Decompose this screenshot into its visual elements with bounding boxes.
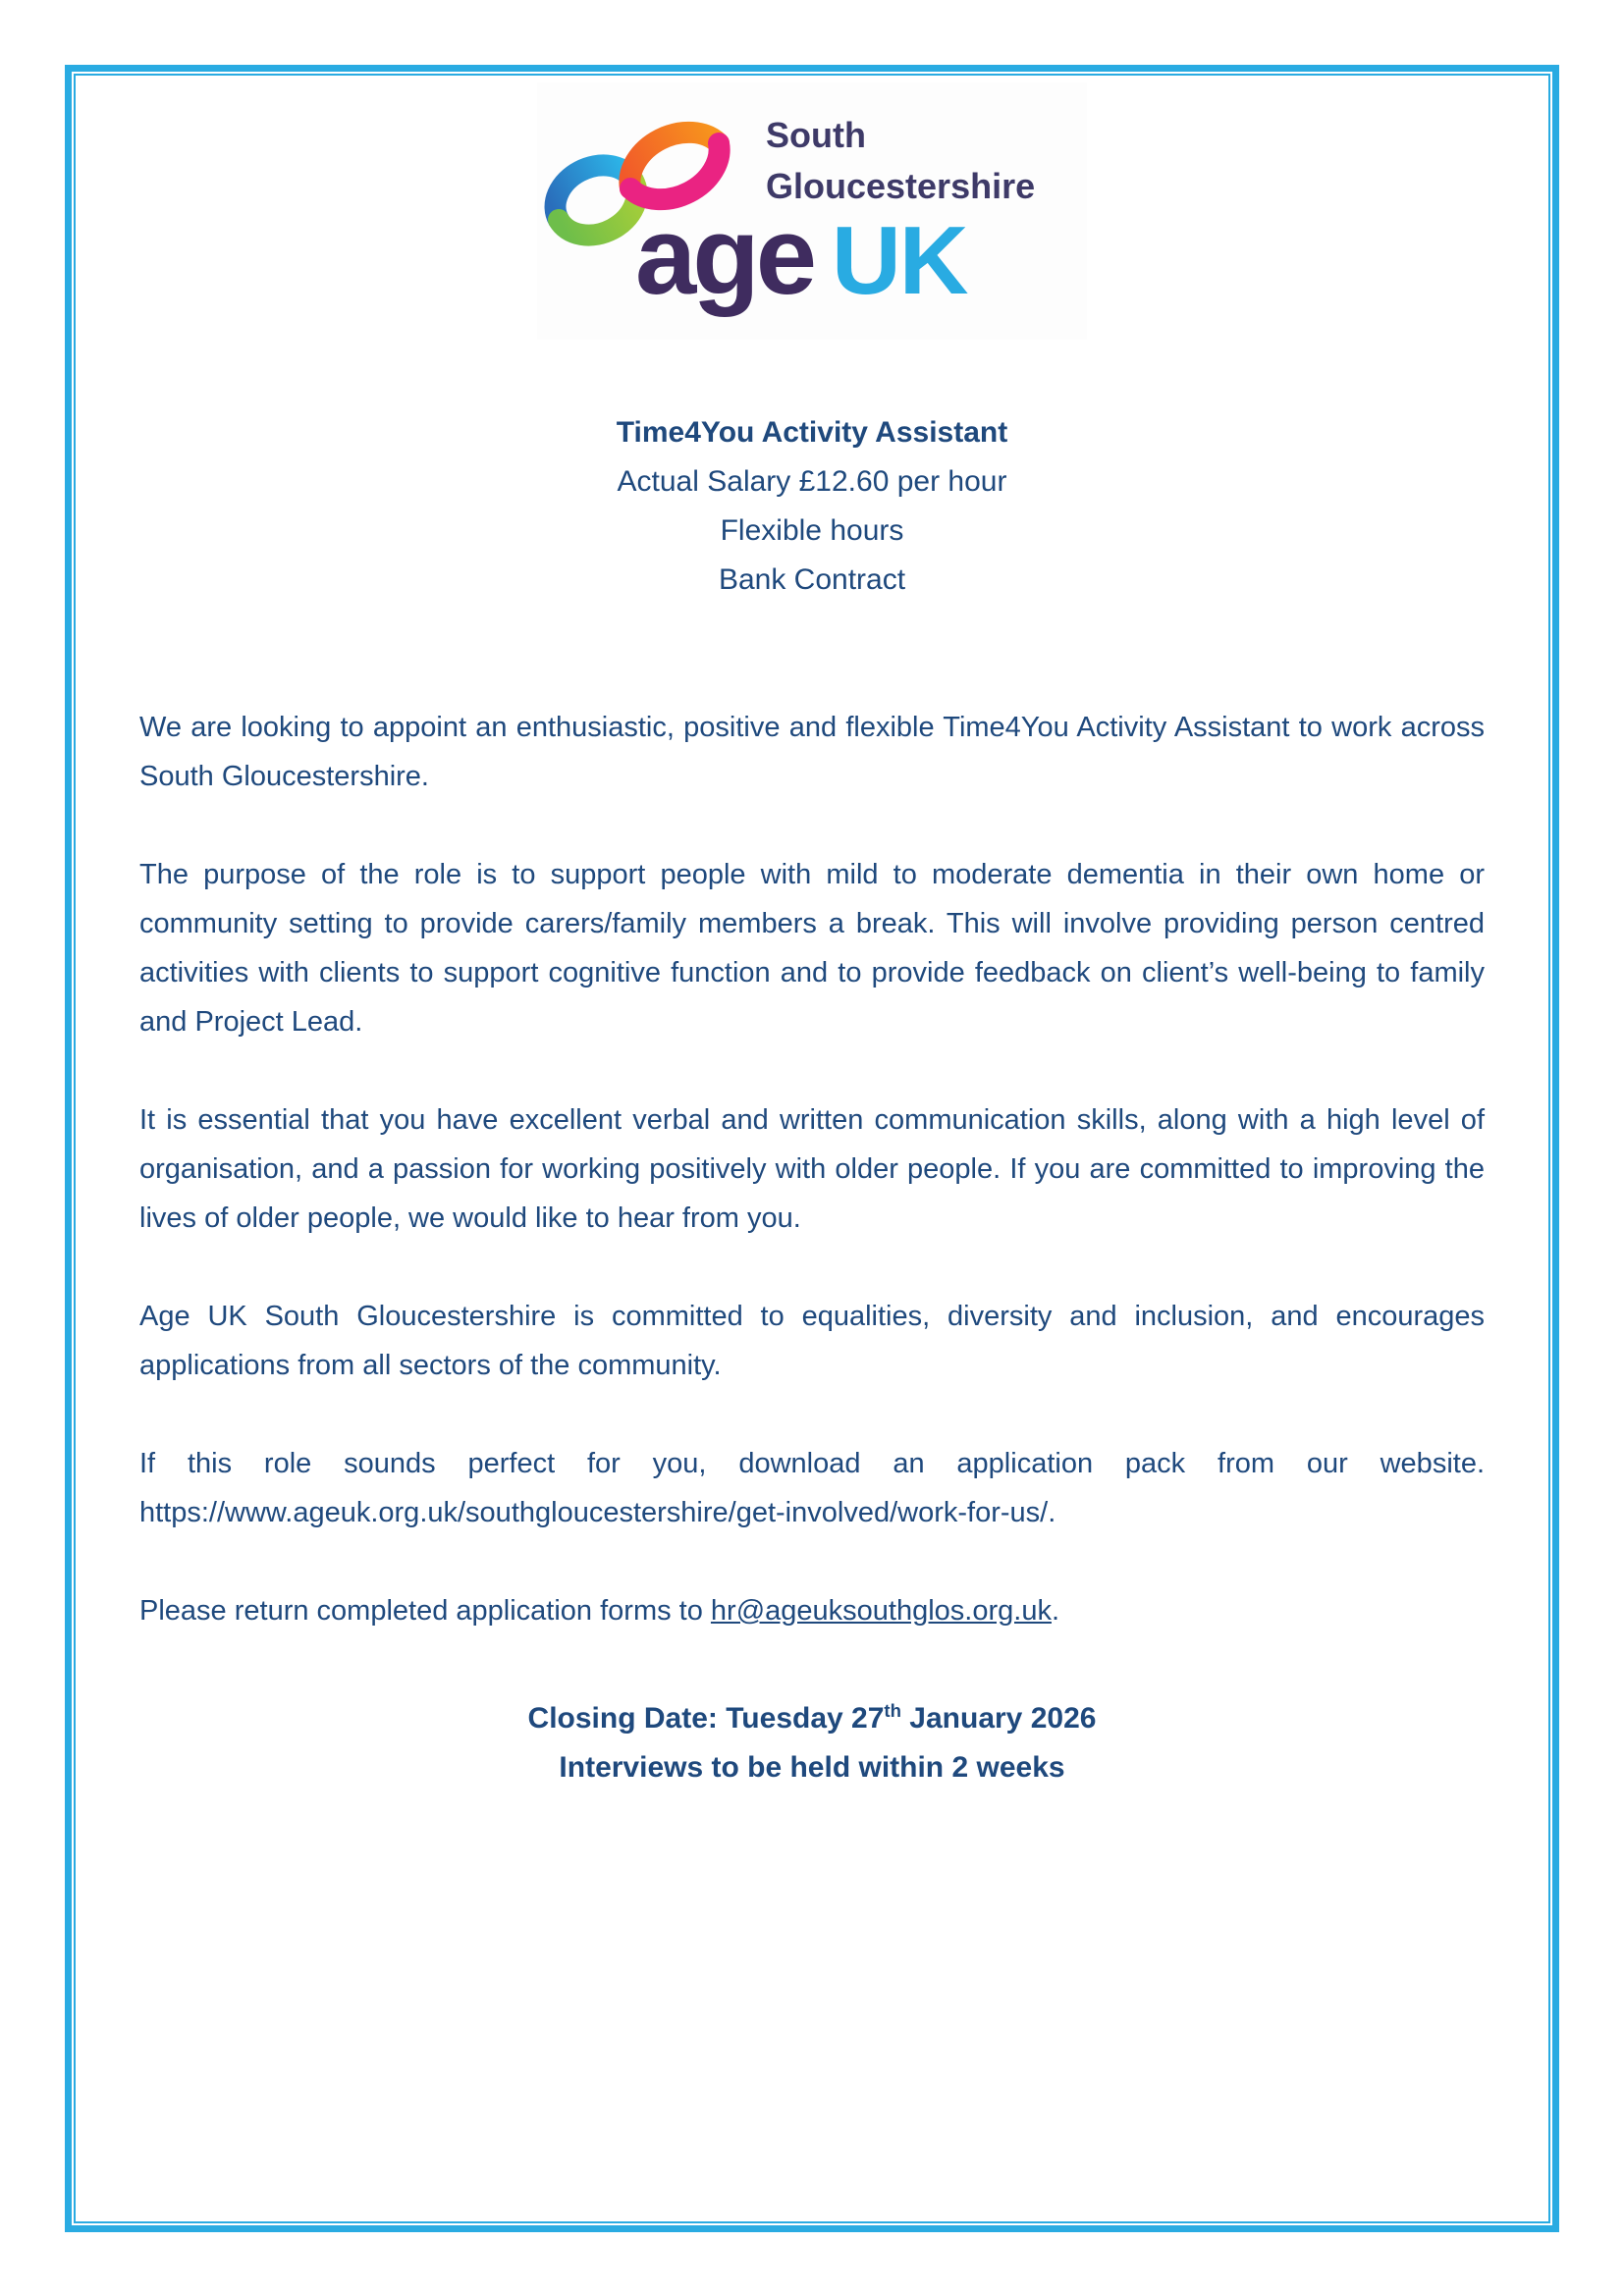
closing-date-prefix: Closing Date: Tuesday 27	[527, 1702, 885, 1735]
closing-block	[139, 1694, 1485, 1792]
document-content	[139, 82, 1485, 1792]
apply-paragraph: If this role sounds perfect for you, download an application pack from our website. https://www.ageuk.org.uk/southgloucestershire/get-involved/work-for-us/.	[139, 1448, 1485, 1528]
return-line-period: .	[1051, 1595, 1060, 1627]
hours-line: Flexible hours	[720, 514, 904, 547]
purpose-paragraph: The purpose of the role is to support people with mild to moderate dementia in their own home or community setting to provide carers/family members a break. This will involve providing person centred activities with clients to support cognitive function and to provide feedback on client’s well-being to family and Project Lead.	[139, 859, 1485, 1038]
logo-region-line2: Gloucestershire	[766, 166, 1036, 206]
skills-paragraph: It is essential that you have excellent verbal and written communication skills, along with a high level of organisation, and a passion for working positively with older people. If you are committed to improving the lives of older people, we would like to hear from you.	[139, 1104, 1485, 1234]
email-link[interactable]: hr@ageuksouthglos.org.uk	[710, 1595, 1052, 1627]
interviews-line: Interviews to be held within 2 weeks	[559, 1751, 1065, 1784]
closing-date-line	[139, 1694, 1485, 1743]
return-line	[139, 1586, 1485, 1635]
logo-uk-wordmark: UK	[832, 206, 967, 314]
closing-date-suffix: January 2026	[900, 1702, 1097, 1735]
equality-paragraph: Age UK South Gloucestershire is committed to equalities, diversity and inclusion, and encourages applications from all sectors of the community.	[139, 1301, 1485, 1381]
logo-region-line1: South	[766, 115, 866, 155]
age-uk-logo-graphic	[537, 82, 1087, 340]
job-title: Time4You Activity Assistant	[616, 416, 1008, 449]
title-block	[139, 408, 1485, 605]
logo-age-wordmark: age	[635, 194, 813, 317]
salary-line: Actual Salary £12.60 per hour	[617, 465, 1007, 498]
contract-line: Bank Contract	[718, 563, 906, 596]
age-uk-logo	[537, 82, 1087, 340]
closing-date-ordinal: th	[884, 1700, 901, 1721]
return-line-text: Please return completed application forms to	[139, 1595, 711, 1627]
intro-paragraph: We are looking to appoint an enthusiastic, positive and flexible Time4You Activity Assistant to work across South Gloucestershire.	[139, 712, 1485, 792]
body-text	[139, 703, 1485, 1635]
